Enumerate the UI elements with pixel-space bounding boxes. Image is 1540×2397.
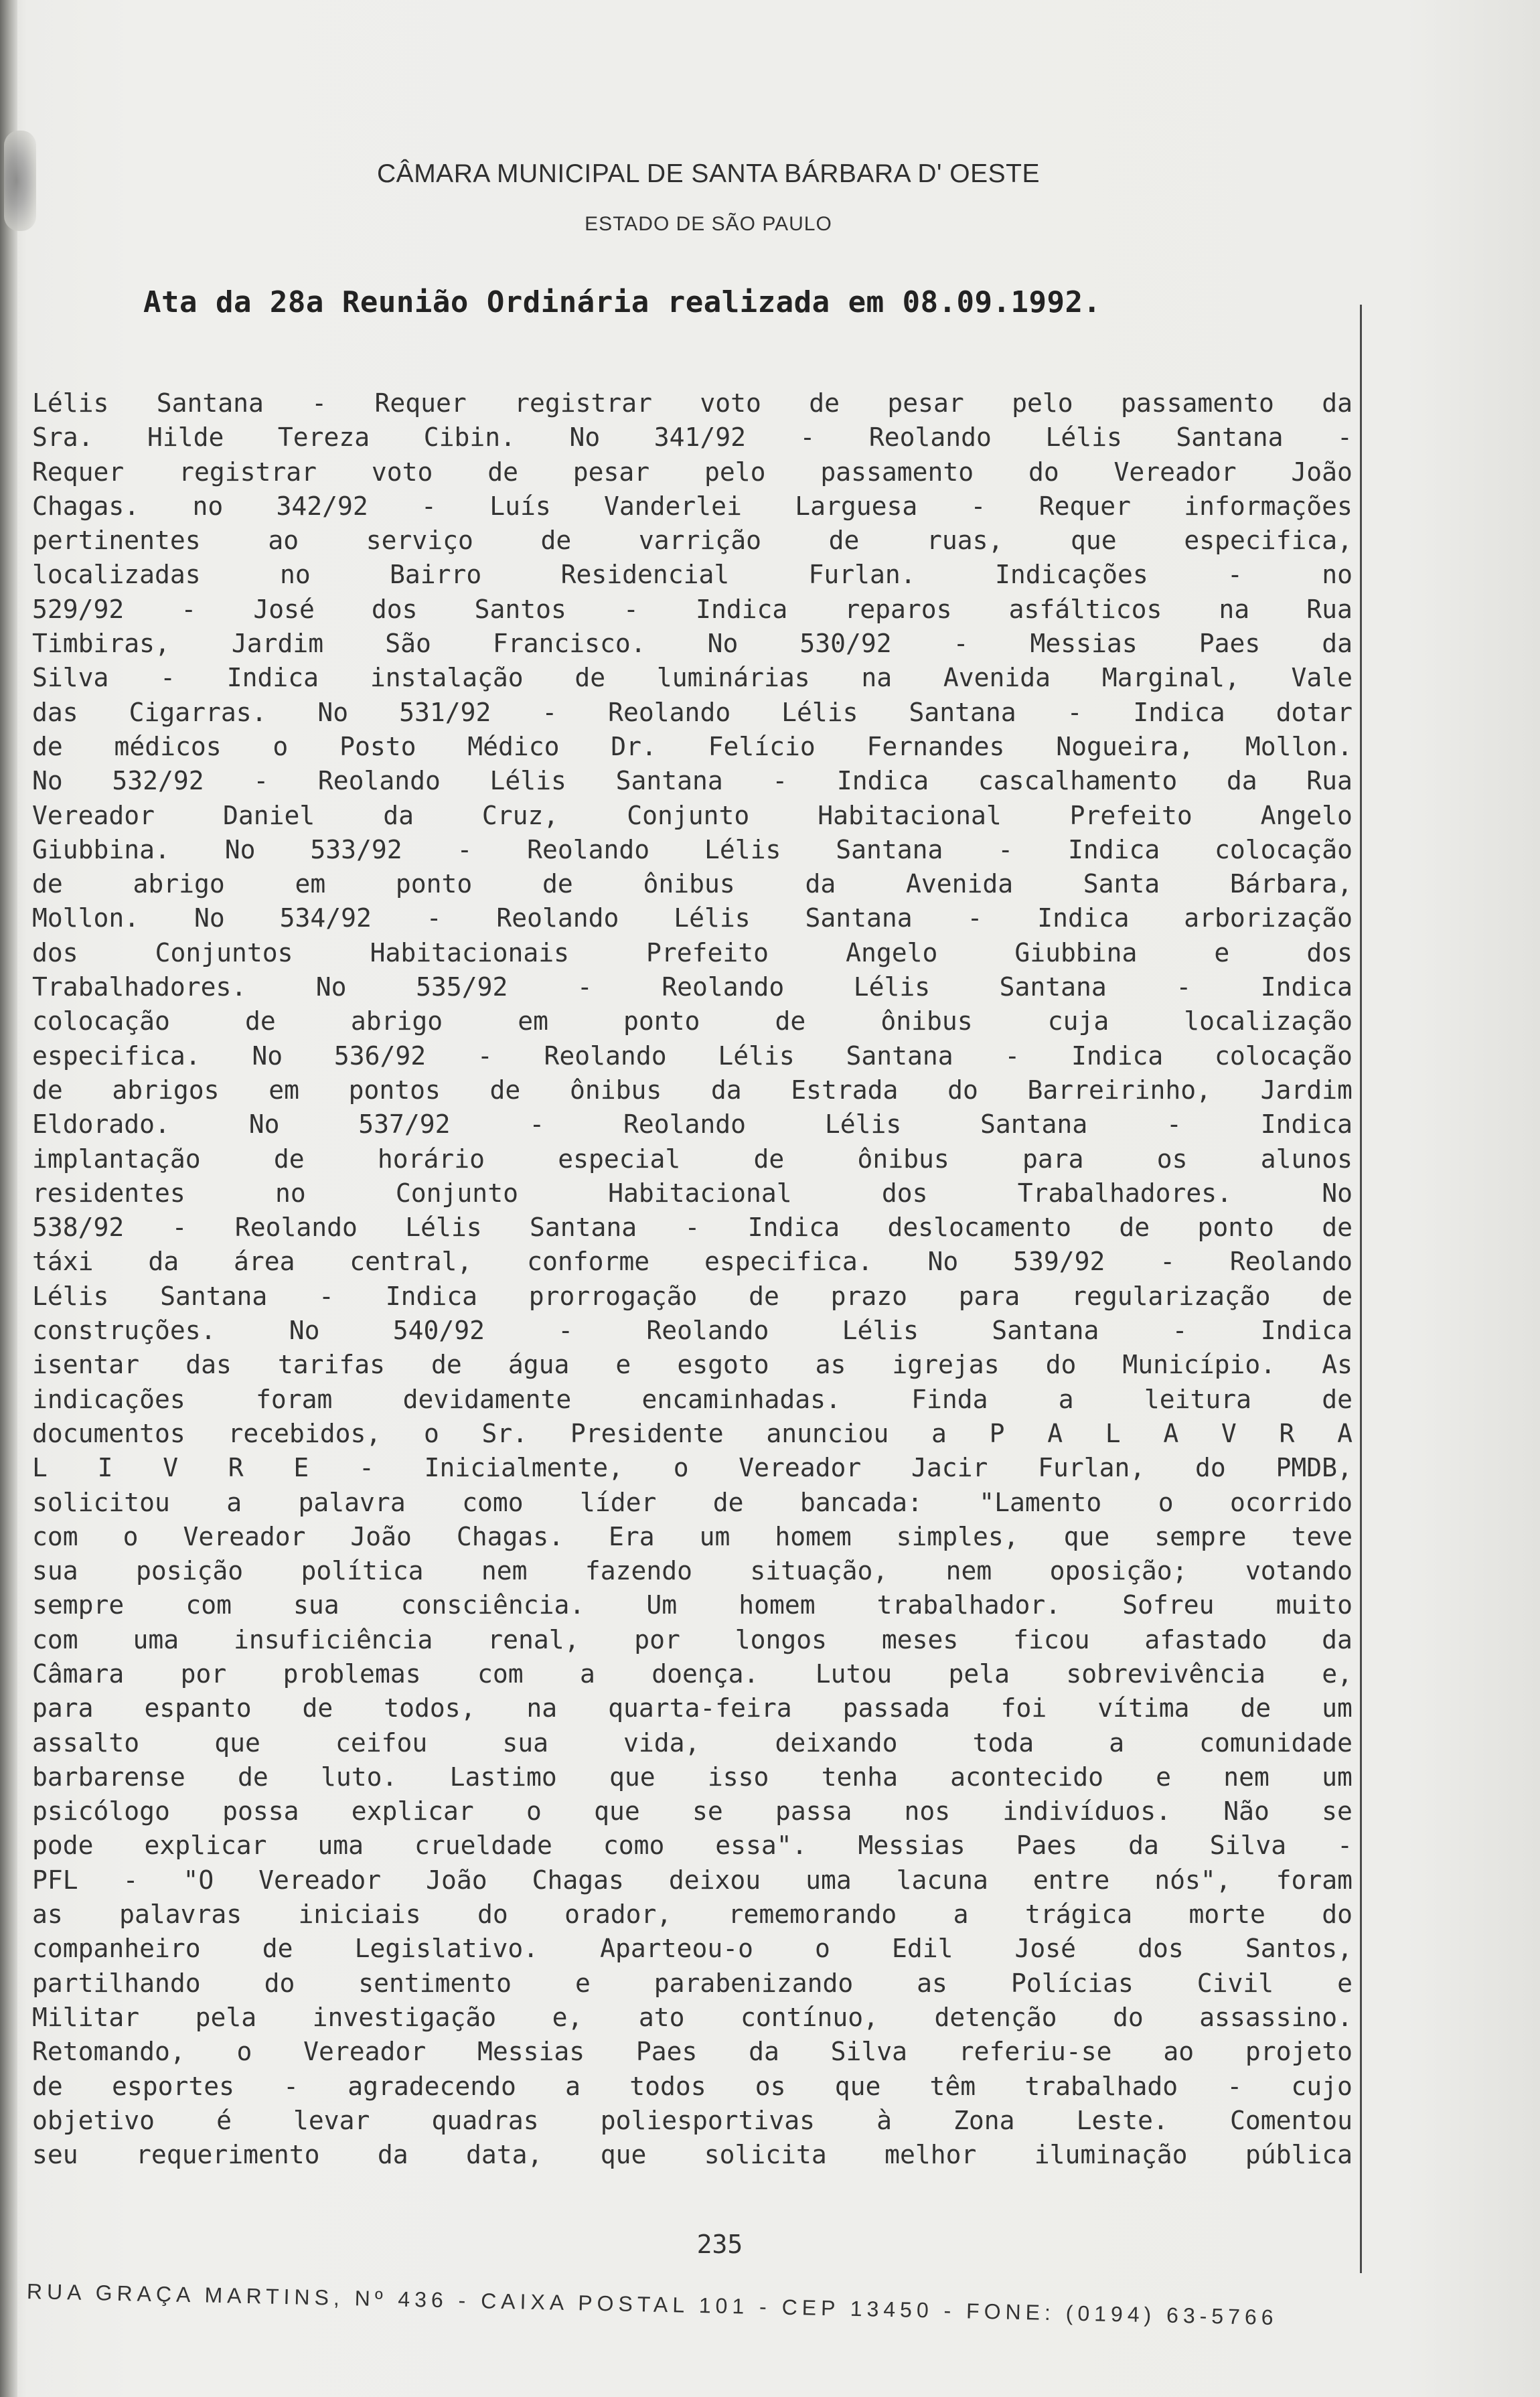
- body-line: as palavras iniciais do orador, rememorando a trágica morte do: [32, 1900, 1353, 1930]
- body-line: partilhando do sentimento e parabenizando as Polícias Civil e: [32, 1968, 1353, 1998]
- body-line: Timbiras, Jardim São Francisco. No 530/92 - Messias Paes da: [32, 629, 1353, 659]
- body-line: solicitou a palavra como líder de bancada: "Lamento o ocorrido: [32, 1487, 1353, 1517]
- body-line: sua posição política nem fazendo situação, nem oposição; votando: [32, 1556, 1353, 1586]
- body-line: Giubbina. No 533/92 - Reolando Lélis Santana - Indica colocação: [32, 834, 1353, 864]
- body-line: de médicos o Posto Médico Dr. Felício Fernandes Nogueira, Mollon.: [32, 731, 1353, 761]
- body-line: isentar das tarifas de água e esgoto as igrejas do Município. As: [32, 1350, 1353, 1380]
- minutes-body: [32, 386, 1353, 2172]
- body-line: Lélis Santana - Indica prorrogação de prazo para regularização de: [32, 1281, 1353, 1311]
- body-line: Sra. Hilde Tereza Cibin. No 341/92 - Reolando Lélis Santana -: [32, 422, 1353, 453]
- margin-rule: [1360, 305, 1362, 2273]
- body-line: das Cigarras. No 531/92 - Reolando Lélis Santana - Indica dotar: [32, 697, 1353, 727]
- body-line: pertinentes ao serviço de varrição de ruas, que especifica,: [32, 526, 1353, 556]
- state-header: ESTADO DE SÃO PAULO: [585, 213, 832, 235]
- body-line: de abrigos em pontos de ônibus da Estrada do Barreirinho, Jardim: [32, 1075, 1353, 1105]
- body-line: com uma insuficiência renal, por longos meses ficou afastado da: [32, 1624, 1353, 1654]
- body-line: 538/92 - Reolando Lélis Santana - Indica deslocamento de ponto de: [32, 1213, 1353, 1243]
- body-line: localizadas no Bairro Residencial Furlan. Indicações - no: [32, 560, 1353, 590]
- body-line: Vereador Daniel da Cruz, Conjunto Habitacional Prefeito Angelo: [32, 800, 1353, 830]
- body-line: Mollon. No 534/92 - Reolando Lélis Santana - Indica arborização: [32, 903, 1353, 933]
- body-line: colocação de abrigo em ponto de ônibus cuja localização: [32, 1006, 1353, 1036]
- body-line: residentes no Conjunto Habitacional dos Trabalhadores. No: [32, 1178, 1353, 1208]
- body-line: Câmara por problemas com a doença. Lutou pela sobrevivência e,: [32, 1658, 1353, 1689]
- body-line: implantação de horário especial de ônibus para os alunos: [32, 1144, 1353, 1174]
- body-line: Silva - Indica instalação de luminárias na Avenida Marginal, Vale: [32, 663, 1353, 693]
- body-line: 529/92 - José dos Santos - Indica reparos asfálticos na Rua: [32, 594, 1353, 624]
- body-line: objetivo é levar quadras poliesportivas à Zona Leste. Comentou: [32, 2105, 1353, 2135]
- footer-address: RUA GRAÇA MARTINS, Nº 436 - CAIXA POSTAL 101 - CEP 13450 - FONE: (0194) 63-5766: [26, 2279, 1278, 2330]
- body-line: de abrigo em ponto de ônibus da Avenida Santa Bárbara,: [32, 869, 1353, 899]
- body-line: Trabalhadores. No 535/92 - Reolando Lélis Santana - Indica: [32, 972, 1353, 1002]
- body-line: assalto que ceifou sua vida, deixando toda a comunidade: [32, 1727, 1353, 1758]
- body-line: barbarense de luto. Lastimo que isso tenha acontecido e nem um: [32, 1762, 1353, 1792]
- body-line: sempre com sua consciência. Um homem trabalhador. Sofreu muito: [32, 1590, 1353, 1620]
- body-line: dos Conjuntos Habitacionais Prefeito Angelo Giubbina e dos: [32, 937, 1353, 968]
- body-line: Chagas. no 342/92 - Luís Vanderlei Larguesa - Requer informações: [32, 491, 1353, 521]
- body-line: especifica. No 536/92 - Reolando Lélis Santana - Indica colocação: [32, 1040, 1353, 1071]
- body-line: PFL - "O Vereador João Chagas deixou uma lacuna entre nós", foram: [32, 1865, 1353, 1895]
- body-line: Militar pela investigação e, ato contínuo, detenção do assassino.: [32, 2002, 1353, 2032]
- body-line: documentos recebidos, o Sr. Presidente anunciou a P A L A V R A: [32, 1418, 1353, 1448]
- institution-header: CÂMARA MUNICIPAL DE SANTA BÁRBARA D' OESTE: [377, 159, 1040, 188]
- body-line: para espanto de todos, na quarta-feira passada foi vítima de um: [32, 1693, 1353, 1723]
- body-line: indicações foram devidamente encaminhadas. Finda a leitura de: [32, 1384, 1353, 1414]
- body-line: Requer registrar voto de pesar pelo passamento do Vereador João: [32, 457, 1353, 487]
- minutes-title: Ata da 28a Reunião Ordinária realizada em 08.09.1992.: [143, 285, 1101, 319]
- body-line: L I V R E - Inicialmente, o Vereador Jacir Furlan, do PMDB,: [32, 1453, 1353, 1483]
- page-number: 235: [696, 2230, 743, 2259]
- body-line: de esportes - agradecendo a todos os que têm trabalhado - cujo: [32, 2071, 1353, 2101]
- body-line: psicólogo possa explicar o que se passa nos indivíduos. Não se: [32, 1796, 1353, 1827]
- body-line: com o Vereador João Chagas. Era um homem simples, que sempre teve: [32, 1521, 1353, 1551]
- body-line: táxi da área central, conforme especifica. No 539/92 - Reolando: [32, 1247, 1353, 1277]
- body-line: Eldorado. No 537/92 - Reolando Lélis Santana - Indica: [32, 1109, 1353, 1140]
- body-line: construções. No 540/92 - Reolando Lélis Santana - Indica: [32, 1316, 1353, 1346]
- body-line: Lélis Santana - Requer registrar voto de pesar pelo passamento da: [32, 388, 1353, 418]
- body-line: seu requerimento da data, que solicita melhor iluminação pública: [32, 2140, 1353, 2170]
- body-line: Retomando, o Vereador Messias Paes da Silva referiu-se ao projeto: [32, 2037, 1353, 2067]
- body-line: companheiro de Legislativo. Aparteou-o o Edil José dos Santos,: [32, 1934, 1353, 1964]
- body-line: pode explicar uma crueldade como essa". Messias Paes da Silva -: [32, 1831, 1353, 1861]
- body-line: No 532/92 - Reolando Lélis Santana - Indica cascalhamento da Rua: [32, 766, 1353, 796]
- scan-binding-edge: [0, 0, 17, 2397]
